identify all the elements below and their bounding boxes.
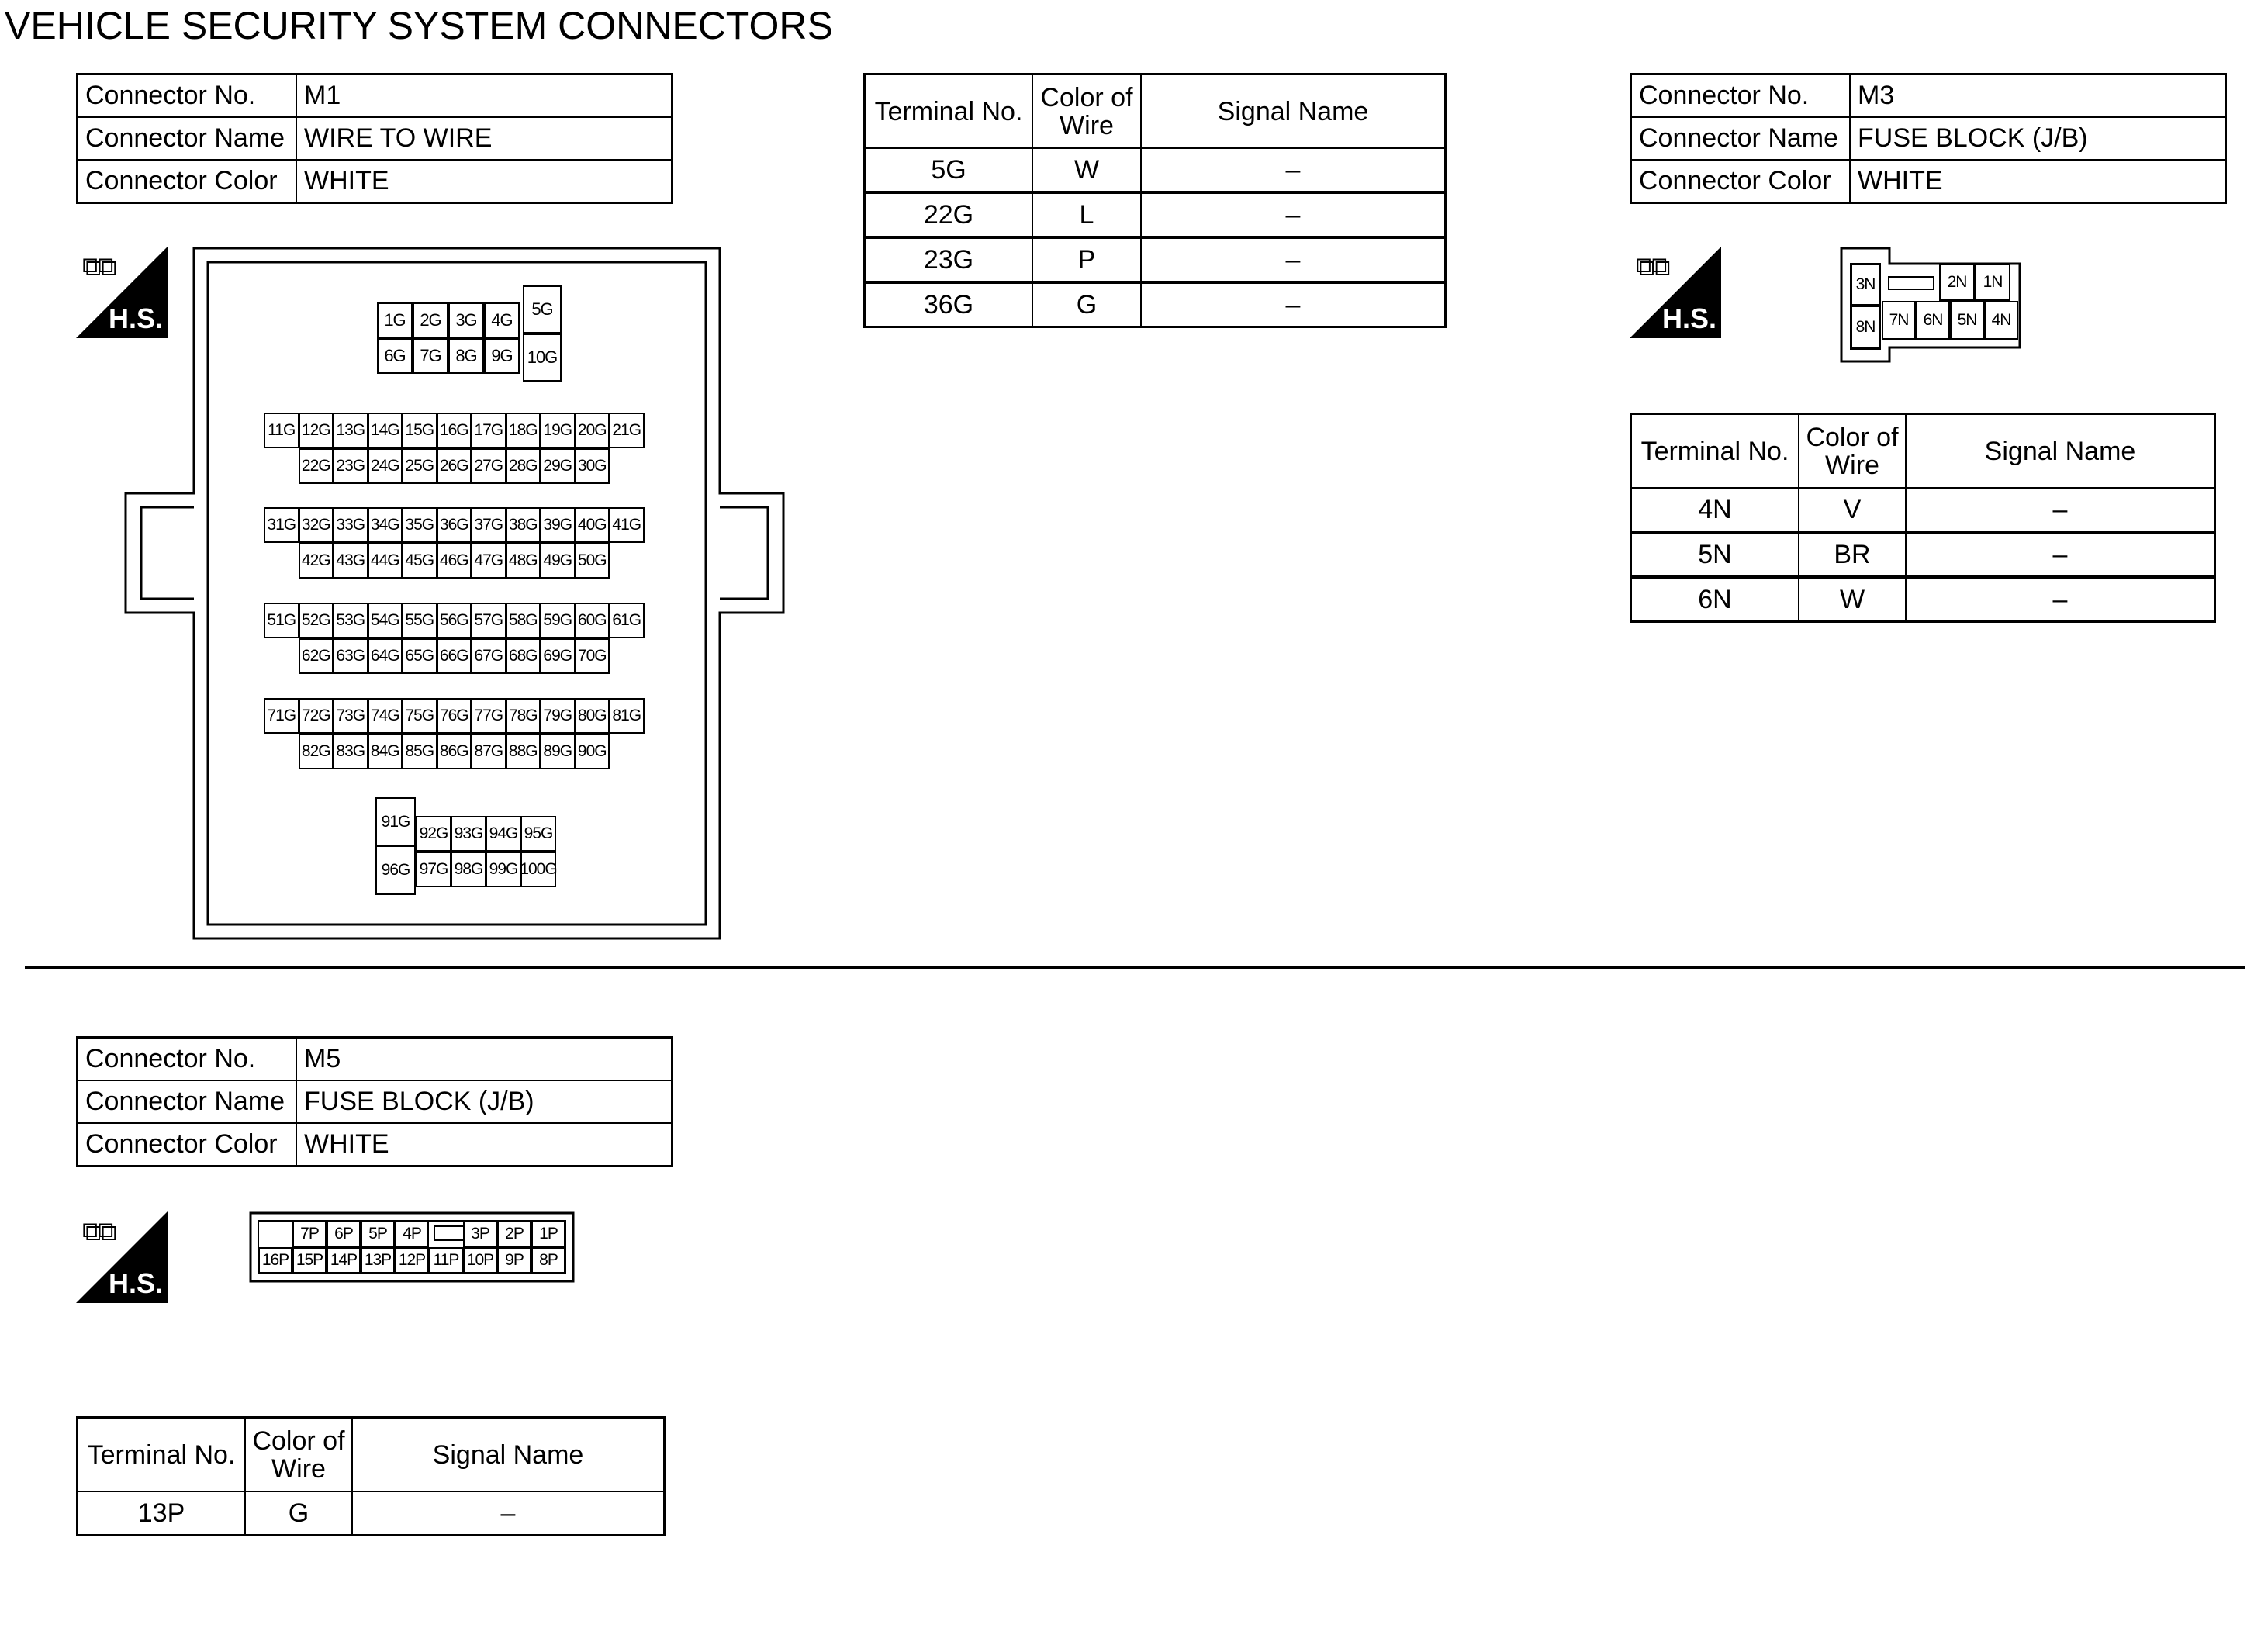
terminal-table-m3 xyxy=(1630,413,2216,623)
terminal-table-m5 xyxy=(76,1416,666,1536)
pin-2g: 2G xyxy=(413,302,448,338)
pin-13g: 13G xyxy=(333,413,368,448)
pin-8g: 8G xyxy=(448,338,484,374)
pin-8p: 8P xyxy=(531,1247,565,1274)
pin-25g: 25G xyxy=(402,448,437,484)
pin-34g: 34G xyxy=(368,507,403,543)
pin-79g: 79G xyxy=(540,698,576,734)
pin-20g: 20G xyxy=(575,413,610,448)
table-row: 5N BR – xyxy=(1631,532,2215,577)
pin-1p: 1P xyxy=(531,1221,565,1247)
pin-47g: 47G xyxy=(471,543,506,579)
pin-94g: 94G xyxy=(486,816,521,852)
pin-53g: 53G xyxy=(333,603,368,638)
color-of-wire-header: Color of Wire xyxy=(1032,74,1141,149)
connector-info-m3 xyxy=(1630,73,2227,204)
pin-13p: 13P xyxy=(361,1247,395,1274)
pin-61g: 61G xyxy=(609,603,645,638)
label-connector-color: Connector Color xyxy=(78,1123,297,1166)
connector-color-value: WHITE xyxy=(296,160,672,203)
pin-46g: 46G xyxy=(437,543,472,579)
table-row: 4N V – xyxy=(1631,488,2215,532)
terminal-table-m1 xyxy=(863,73,1447,328)
label-connector-name: Connector Name xyxy=(78,1080,297,1123)
pin-33g: 33G xyxy=(333,507,368,543)
pin-83g: 83G xyxy=(333,734,368,769)
pin-15p: 15P xyxy=(292,1247,327,1274)
pin-52g: 52G xyxy=(299,603,334,638)
pin-42g: 42G xyxy=(299,543,334,579)
pin-2n: 2N xyxy=(1939,264,1975,301)
pin-14g: 14G xyxy=(368,413,403,448)
pin-8n: 8N xyxy=(1851,306,1880,349)
signal-name-header: Signal Name xyxy=(1141,74,1446,149)
connector-color-value: WHITE xyxy=(1850,160,2226,203)
pin-57g: 57G xyxy=(471,603,506,638)
connector-name-value: WIRE TO WIRE xyxy=(296,117,672,160)
pin-4p: 4P xyxy=(395,1221,429,1247)
pin-88g: 88G xyxy=(506,734,541,769)
pin-6g: 6G xyxy=(377,338,413,374)
pin-7n: 7N xyxy=(1882,301,1916,340)
pin-15g: 15G xyxy=(402,413,437,448)
pin-11g: 11G xyxy=(264,413,299,448)
pin-3p: 3P xyxy=(463,1221,497,1247)
pin-45g: 45G xyxy=(402,543,437,579)
pin-74g: 74G xyxy=(368,698,403,734)
pin-10p: 10P xyxy=(463,1247,497,1274)
pin-75g: 75G xyxy=(402,698,437,734)
terminal-no-header: Terminal No. xyxy=(865,74,1033,149)
pin-99g: 99G xyxy=(486,852,521,887)
table-row: 13P G – xyxy=(78,1491,665,1536)
pin-76g: 76G xyxy=(437,698,472,734)
table-row: 6N W – xyxy=(1631,577,2215,622)
pin-5g: 5G xyxy=(523,285,562,334)
label-connector-name: Connector Name xyxy=(78,117,297,160)
label-connector-no: Connector No. xyxy=(78,74,297,118)
pin-1g: 1G xyxy=(377,302,413,338)
pin-89g: 89G xyxy=(540,734,576,769)
pin-18g: 18G xyxy=(506,413,541,448)
connector-no-value: M5 xyxy=(296,1038,672,1081)
pin-96g: 96G xyxy=(375,845,416,895)
pin-23g: 23G xyxy=(333,448,368,484)
pin-35g: 35G xyxy=(402,507,437,543)
pin-17g: 17G xyxy=(471,413,506,448)
pin-21g: 21G xyxy=(609,413,645,448)
harness-side-icon: ⧉⧉ H.S. xyxy=(76,1211,168,1303)
pin-63g: 63G xyxy=(333,638,368,674)
pin-16p: 16P xyxy=(258,1247,292,1274)
pin-39g: 39G xyxy=(540,507,576,543)
pin-37g: 37G xyxy=(471,507,506,543)
table-row: 5G W – xyxy=(865,148,1446,192)
pin-65g: 65G xyxy=(402,638,437,674)
pin-64g: 64G xyxy=(368,638,403,674)
pin-87g: 87G xyxy=(471,734,506,769)
pin-9g: 9G xyxy=(484,338,520,374)
connector-name-value: FUSE BLOCK (J/B) xyxy=(1850,117,2226,160)
pin-56g: 56G xyxy=(437,603,472,638)
pin-67g: 67G xyxy=(471,638,506,674)
pin-66g: 66G xyxy=(437,638,472,674)
pin-26g: 26G xyxy=(437,448,472,484)
pin-29g: 29G xyxy=(540,448,576,484)
pin-59g: 59G xyxy=(540,603,576,638)
pin-4g: 4G xyxy=(484,302,520,338)
pin-48g: 48G xyxy=(506,543,541,579)
pin-81g: 81G xyxy=(609,698,645,734)
pin-62g: 62G xyxy=(299,638,334,674)
pin-1n: 1N xyxy=(1975,264,2010,301)
pin-16g: 16G xyxy=(437,413,472,448)
pin-80g: 80G xyxy=(575,698,610,734)
label-connector-no: Connector No. xyxy=(78,1038,297,1081)
pin-58g: 58G xyxy=(506,603,541,638)
pin-82g: 82G xyxy=(299,734,334,769)
signal-name-header: Signal Name xyxy=(352,1418,665,1492)
pin-60g: 60G xyxy=(575,603,610,638)
pin-73g: 73G xyxy=(333,698,368,734)
pin-10g: 10G xyxy=(523,334,562,382)
key-slot xyxy=(1888,276,1934,290)
pin-86g: 86G xyxy=(437,734,472,769)
pin-93g: 93G xyxy=(451,816,486,852)
pin-36g: 36G xyxy=(437,507,472,543)
color-of-wire-header: Color of Wire xyxy=(1799,414,1906,489)
color-of-wire-header: Color of Wire xyxy=(245,1418,352,1492)
connector-info-m1 xyxy=(76,73,673,204)
pin-7g: 7G xyxy=(413,338,448,374)
pin-54g: 54G xyxy=(368,603,403,638)
pin-12g: 12G xyxy=(299,413,334,448)
pin-5p: 5P xyxy=(361,1221,395,1247)
pin-30g: 30G xyxy=(575,448,610,484)
pin-49g: 49G xyxy=(540,543,576,579)
pin-14p: 14P xyxy=(327,1247,361,1274)
label-connector-color: Connector Color xyxy=(78,160,297,203)
pin-38g: 38G xyxy=(506,507,541,543)
page-title: VEHICLE SECURITY SYSTEM CONNECTORS xyxy=(5,4,833,47)
pin-22g: 22G xyxy=(299,448,334,484)
label-connector-no: Connector No. xyxy=(1631,74,1851,118)
connector-no-value: M1 xyxy=(296,74,672,118)
pin-71g: 71G xyxy=(264,698,299,734)
pin-91g: 91G xyxy=(375,797,416,847)
pin-6p: 6P xyxy=(327,1221,361,1247)
harness-side-icon: ⧉⧉ H.S. xyxy=(1630,247,1721,338)
pin-40g: 40G xyxy=(575,507,610,543)
pin-41g: 41G xyxy=(609,507,645,543)
pin-4n: 4N xyxy=(1984,301,2018,340)
table-row: 22G L – xyxy=(865,192,1446,237)
connector-no-value: M3 xyxy=(1850,74,2226,118)
pin-55g: 55G xyxy=(402,603,437,638)
pin-24g: 24G xyxy=(368,448,403,484)
pin-43g: 43G xyxy=(333,543,368,579)
section-divider xyxy=(25,966,2245,969)
pin-31g: 31G xyxy=(264,507,299,543)
pin-2p: 2P xyxy=(497,1221,531,1247)
pin-100g: 100G xyxy=(520,852,556,887)
connector-info-m5 xyxy=(76,1036,673,1167)
pin-27g: 27G xyxy=(471,448,506,484)
pin-98g: 98G xyxy=(451,852,486,887)
table-row: 36G G – xyxy=(865,282,1446,327)
pin-90g: 90G xyxy=(575,734,610,769)
connector-color-value: WHITE xyxy=(296,1123,672,1166)
table-row: 23G P – xyxy=(865,237,1446,282)
pin-95g: 95G xyxy=(520,816,556,852)
terminal-no-header: Terminal No. xyxy=(1631,414,1799,489)
pin-84g: 84G xyxy=(368,734,403,769)
pin-51g: 51G xyxy=(264,603,299,638)
pin-32g: 32G xyxy=(299,507,334,543)
pin-3g: 3G xyxy=(448,302,484,338)
pin-97g: 97G xyxy=(416,852,451,887)
pin-69g: 69G xyxy=(540,638,576,674)
pin-3n: 3N xyxy=(1851,264,1880,306)
pin-12p: 12P xyxy=(395,1247,429,1274)
connector-name-value: FUSE BLOCK (J/B) xyxy=(296,1080,672,1123)
pin-11p: 11P xyxy=(429,1247,463,1274)
label-connector-color: Connector Color xyxy=(1631,160,1851,203)
pin-19g: 19G xyxy=(540,413,576,448)
signal-name-header: Signal Name xyxy=(1906,414,2215,489)
terminal-no-header: Terminal No. xyxy=(78,1418,246,1492)
pin-7p: 7P xyxy=(292,1221,327,1247)
pin-68g: 68G xyxy=(506,638,541,674)
pin-5n: 5N xyxy=(1950,301,1984,340)
pin-9p: 9P xyxy=(497,1247,531,1274)
pin-77g: 77G xyxy=(471,698,506,734)
pin-28g: 28G xyxy=(506,448,541,484)
pin-44g: 44G xyxy=(368,543,403,579)
pin-6n: 6N xyxy=(1916,301,1950,340)
pin-92g: 92G xyxy=(416,816,451,852)
pin-78g: 78G xyxy=(506,698,541,734)
pin-70g: 70G xyxy=(575,638,610,674)
pin-50g: 50G xyxy=(575,543,610,579)
pin-85g: 85G xyxy=(402,734,437,769)
harness-side-icon: ⧉⧉ H.S. xyxy=(76,247,168,338)
pin-72g: 72G xyxy=(299,698,334,734)
label-connector-name: Connector Name xyxy=(1631,117,1851,160)
